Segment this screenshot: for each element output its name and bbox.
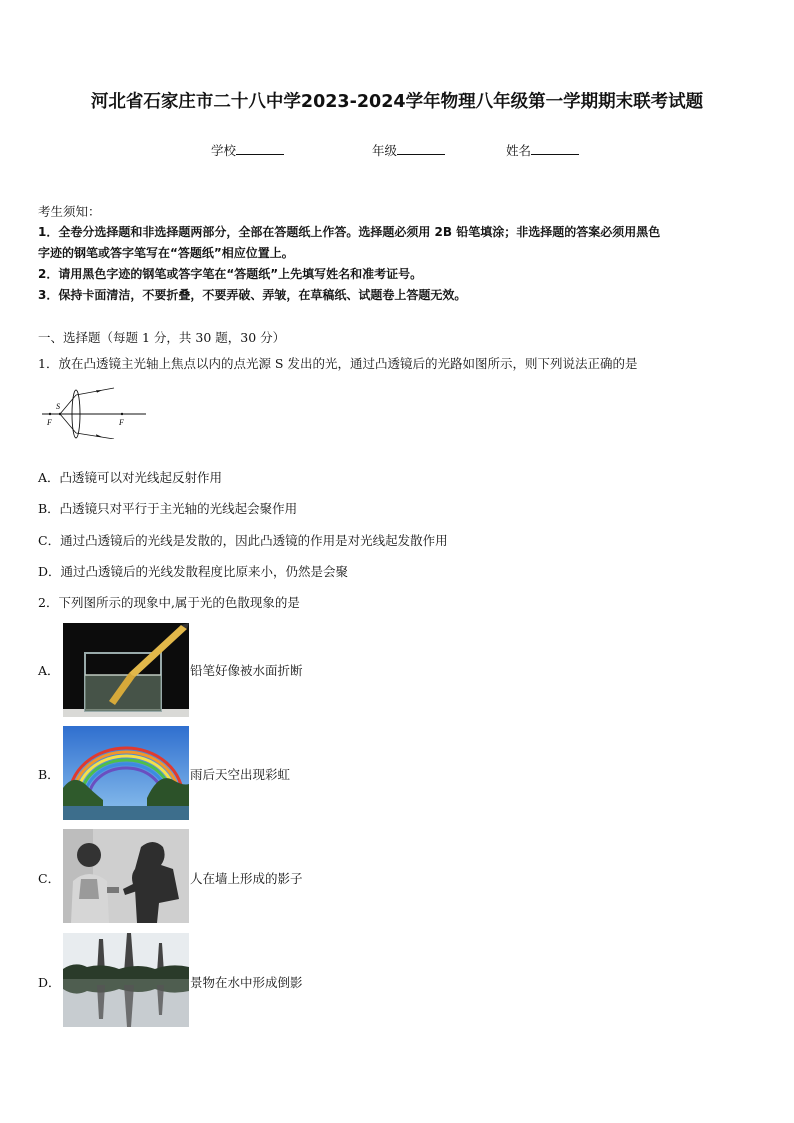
notice-item: 2．请用黑色字迹的钢笔或答字笔在“答题纸”上先填写姓名和准考证号。 [38, 267, 423, 281]
shadow-on-wall-image [63, 829, 189, 923]
name-blank [531, 142, 579, 155]
pagoda-reflection-image [63, 933, 189, 1027]
arrow-lower [96, 434, 102, 437]
focus-right-dot [121, 413, 123, 415]
school-blank [236, 142, 284, 155]
q2-option-a-caption: 铅笔好像被水面折断 [190, 663, 303, 678]
notice-item: 3．保持卡面清洁，不要折叠，不要弄破、弄皱，在草稿纸、试题卷上答题无效。 [38, 288, 467, 302]
ray-in-upper [60, 395, 76, 414]
q2-option-c-caption: 人在墙上形成的影子 [190, 871, 303, 886]
notice-item: 字迹的钢笔或答字笔写在“答题纸”相应位置上。 [38, 246, 294, 260]
focus-left-dot [49, 413, 51, 415]
ray-in-lower [60, 414, 76, 433]
name-label: 姓名 [506, 143, 532, 158]
notice-item: 1．全卷分选择题和非选择题两部分，全部在答题纸上作答。选择题必须用 2B 铅笔填涂；非选择题的答案必须用黑色 [38, 225, 661, 239]
school-label: 学校 [211, 143, 237, 158]
q2-option-a-letter: A． [38, 663, 60, 678]
school-field [211, 141, 284, 159]
q1-option-b: B．凸透镜只对平行于主光轴的光线起会聚作用 [38, 501, 298, 516]
ray-out-upper [76, 388, 114, 395]
label-s: S [56, 402, 60, 411]
grade-label: 年级 [372, 143, 398, 158]
q1-option-d: D．通过凸透镜后的光线发散程度比原来小，仍然是会聚 [38, 564, 349, 579]
section-title: 一、选择题（每题 1 分，共 30 题，30 分） [38, 330, 286, 345]
q2-option-b-letter: B． [38, 767, 60, 782]
label-f-right: F [119, 418, 124, 427]
convex-lens-diagram [42, 387, 152, 439]
pencil-in-water-image [63, 623, 189, 717]
exam-title: 河北省石家庄市二十八中学2023-2024学年物理八年级第一学期期末联考试题 [90, 92, 704, 112]
rainbow-image [63, 726, 189, 820]
q2-option-d-letter: D． [38, 975, 61, 990]
q1-option-a: A．凸透镜可以对光线起反射作用 [38, 470, 223, 485]
name-field [506, 141, 579, 159]
ray-out-lower [76, 433, 114, 439]
grade-field [372, 141, 445, 159]
notice-block [38, 201, 760, 306]
question-2-stem: 2．下列图所示的现象中,属于光的色散现象的是 [38, 595, 300, 610]
q2-option-c-letter: C． [38, 871, 61, 886]
q2-option-b-caption: 雨后天空出现彩虹 [190, 767, 291, 782]
question-1-stem: 1．放在凸透镜主光轴上焦点以内的点光源 S 发出的光，通过凸透镜后的光路如图所示，则下列说法正确的是 [38, 356, 638, 371]
q1-option-c: C．通过凸透镜后的光线是发散的，因此凸透镜的作用是对光线起发散作用 [38, 533, 448, 548]
arrow-upper [96, 390, 102, 392]
label-f-left: F [47, 418, 52, 427]
notice-heading: 考生须知： [38, 204, 101, 219]
q2-option-d-caption: 景物在水中形成倒影 [190, 975, 303, 990]
grade-blank [397, 142, 445, 155]
